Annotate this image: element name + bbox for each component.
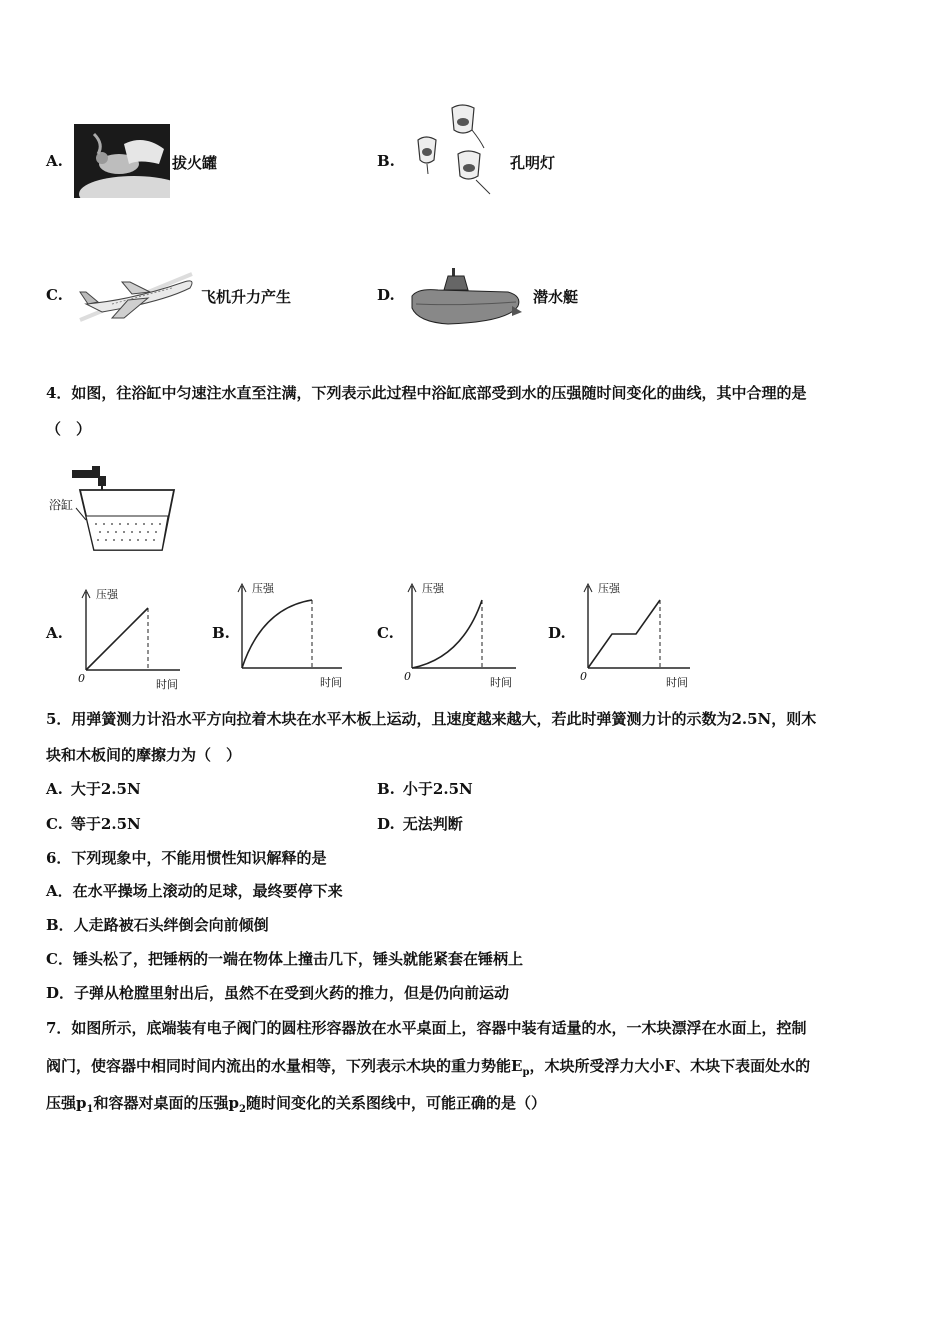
graph-c-origin: 0 <box>404 670 411 683</box>
graph-d-xlabel: 时间 <box>666 676 688 689</box>
q6-option-b: B．人走路被石头绊倒会向前倾倒 <box>46 916 269 934</box>
q7-stem-line1: 7．如图所示，底端装有电子阀门的圆柱形容器放在水平桌面上，容器中装有适量的水，一木块漂浮在水面上，控制 <box>46 1019 807 1037</box>
q3-option-a-label: 拔火罐 <box>172 154 218 172</box>
q3-option-d-label: 潜水艇 <box>533 288 579 306</box>
q4-stem-line2: （ ） <box>46 420 92 438</box>
curve-d <box>588 600 660 668</box>
q6-stem: 6．下列现象中，不能用惯性知识解释的是 <box>46 849 327 867</box>
graph-a-ylabel: 压强 <box>96 588 118 601</box>
q4-graph-b-letter: B. <box>212 624 230 642</box>
graph-b-xlabel: 时间 <box>320 676 342 689</box>
q5-option-c: C. 等于2.5N <box>46 815 141 833</box>
graph-c-xlabel: 时间 <box>490 676 512 689</box>
graph-d-ylabel: 压强 <box>598 582 620 595</box>
sky-lantern-image <box>410 100 500 200</box>
q5-stem-line1: 5．用弹簧测力计沿水平方向拉着木块在水平木板上运动，且速度越来越大，若此时弹簧测力计的示数为2.5N，则木 <box>46 710 817 728</box>
q3-option-b-label: 孔明灯 <box>510 154 556 172</box>
q3-option-b-letter: B. <box>377 152 395 170</box>
q4-graph-c-letter: C. <box>377 624 394 642</box>
graph-c-ylabel: 压强 <box>422 582 444 595</box>
curve-a <box>86 608 148 670</box>
cupping-photo <box>74 124 170 198</box>
q5-option-d: D. 无法判断 <box>377 815 463 833</box>
q4-graph-c <box>402 578 520 690</box>
q4-stem-line1: 4．如图，往浴缸中匀速注水直至注满，下列表示此过程中浴缸底部受到水的压强随时间变化的曲线，其中合理的是 <box>46 384 807 402</box>
q5-option-b: B. 小于2.5N <box>377 780 473 798</box>
graph-a-xlabel: 时间 <box>156 678 178 691</box>
graph-b-ylabel: 压强 <box>252 582 274 595</box>
graph-a-origin: 0 <box>78 672 85 685</box>
q3-option-a-letter: A. <box>46 152 63 170</box>
submarine-image <box>408 260 524 332</box>
q6-option-c: C．锤头松了，把锤柄的一端在物体上撞击几下，锤头就能紧套在锤柄上 <box>46 950 523 968</box>
q5-option-a: A. 大于2.5N <box>46 780 141 798</box>
q4-graph-a-letter: A. <box>46 624 63 642</box>
q3-option-d-letter: D. <box>377 286 395 304</box>
airplane-image <box>72 260 200 330</box>
q5-stem-line2: 块和木板间的摩擦力为（ ） <box>46 746 242 764</box>
q7-stem-line2: 阀门，使容器中相同时间内流出的水量相等，下列表示木块的重力势能$E_p$，木块所受浮力大小F、木块下表面处水的 <box>46 1057 811 1078</box>
graph-d-origin: 0 <box>580 670 587 683</box>
q4-graph-d-letter: D. <box>548 624 566 642</box>
q7-stem-line3: 压强$p_1$和容器对桌面的压强$p_2$随时间变化的关系图线中，可能正确的是（） <box>46 1094 546 1115</box>
q4-graph-a <box>76 584 186 690</box>
q6-option-a: A．在水平操场上滚动的足球，最终要停下来 <box>46 882 343 900</box>
q4-graph-b <box>232 578 347 690</box>
q4-graph-d <box>578 578 694 690</box>
bathtub-label: 浴缸 <box>49 498 74 512</box>
curve-b <box>242 600 312 668</box>
q3-option-c-letter: C. <box>46 286 63 304</box>
q3-option-c-label: 飞机升力产生 <box>201 288 292 306</box>
curve-c <box>412 600 482 668</box>
q6-option-d: D．子弹从枪膛里射出后，虽然不在受到火药的推力，但是仍向前运动 <box>46 984 510 1002</box>
